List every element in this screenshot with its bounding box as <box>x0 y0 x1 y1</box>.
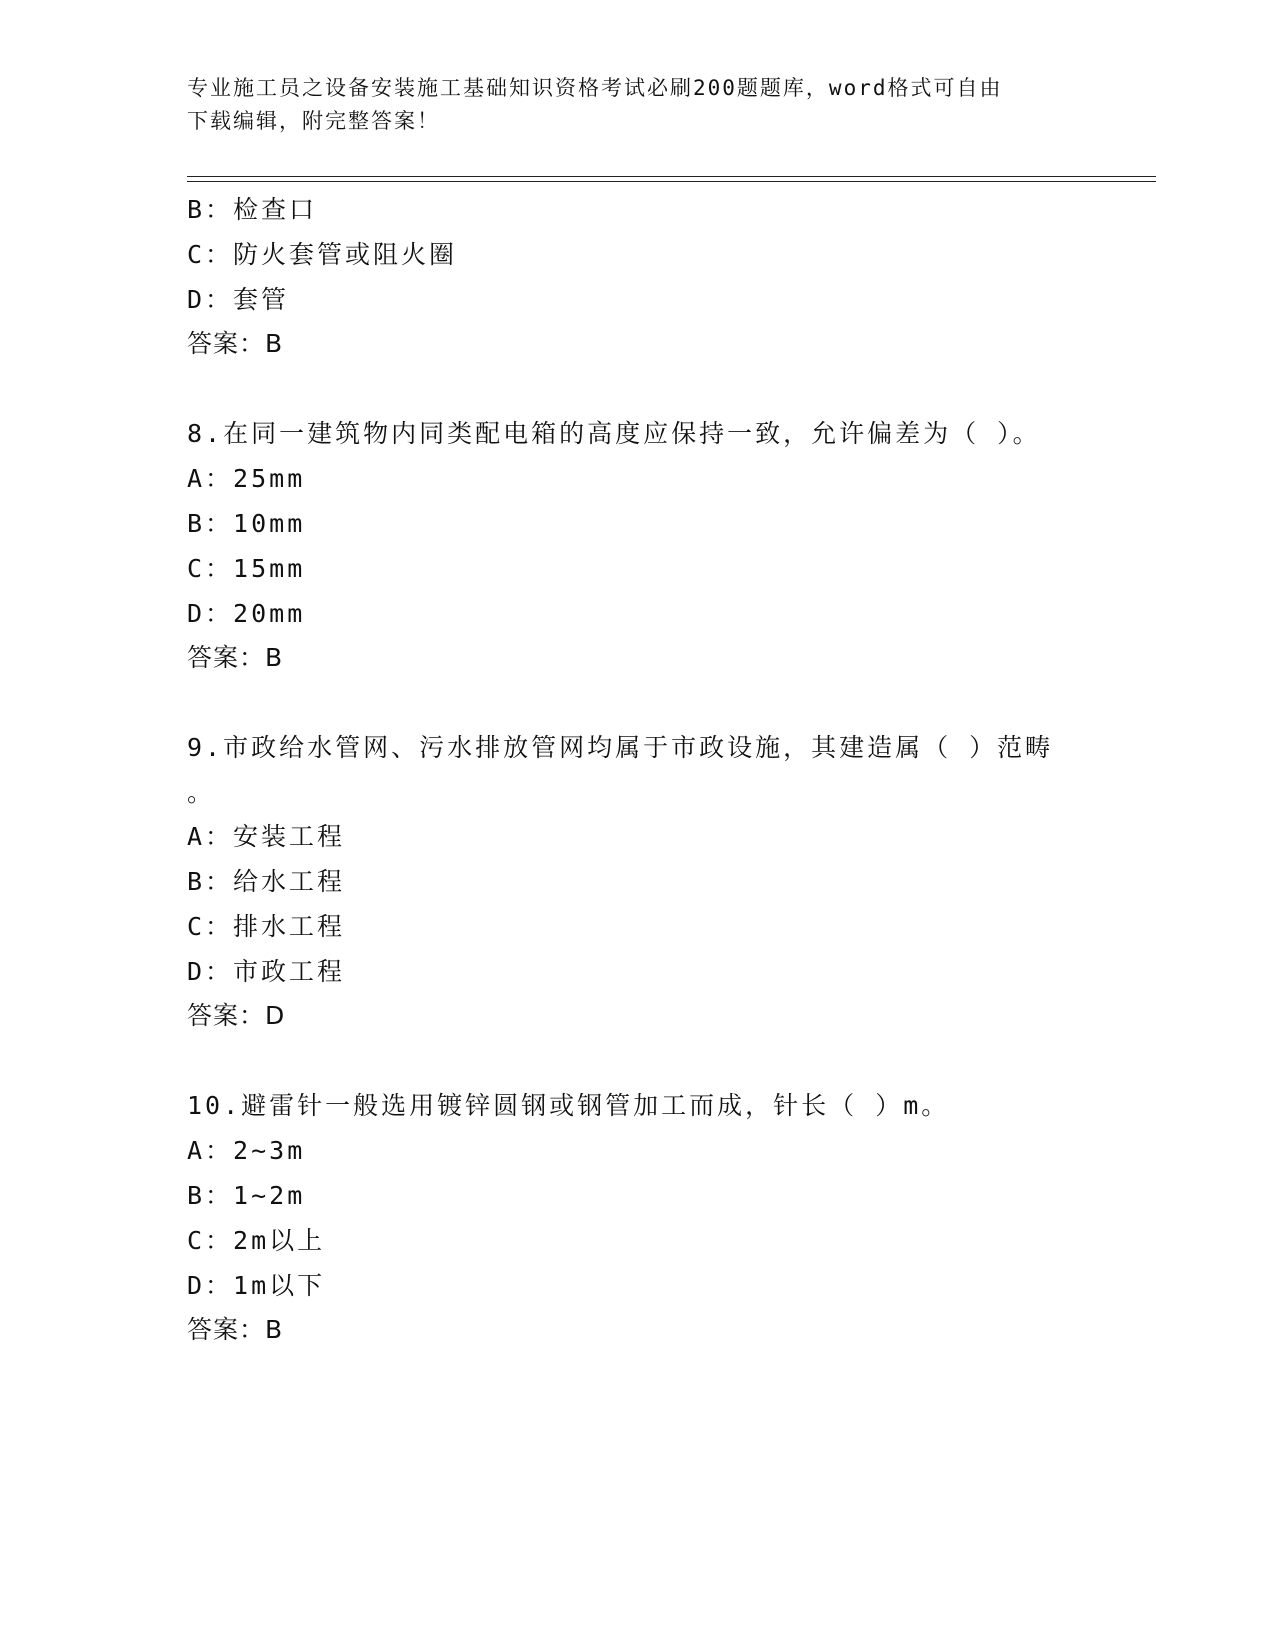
answer: 答案：B <box>187 1315 284 1344</box>
answer: 答案：D <box>187 1001 286 1030</box>
option-b: B：1~2m <box>187 1181 306 1210</box>
question-10-text: 10.避雷针一般选用镀锌圆钢或钢管加工而成，针长（ ）m。 <box>187 1091 950 1120</box>
document-header <box>187 72 1067 138</box>
option-c: C：防火套管或阻火圈 <box>187 240 458 269</box>
header-double-rule <box>187 176 1156 182</box>
option-d: D：20mm <box>187 599 306 628</box>
header-line-1: 专业施工员之设备安装施工基础知识资格考试必刷200题题库，word格式可自由 <box>187 76 1003 100</box>
option-d: D：1m以下 <box>187 1271 326 1300</box>
option-b: B：检查口 <box>187 195 318 224</box>
answer: 答案：B <box>187 643 284 672</box>
header-line-2: 下载编辑，附完整答案！ <box>187 109 440 133</box>
option-b: B：给水工程 <box>187 867 346 896</box>
option-d: D：套管 <box>187 285 290 314</box>
option-c: C：15mm <box>187 554 306 583</box>
question-9-text: 9.市政给水管网、污水排放管网均属于市政设施，其建造属（ ）范畴 <box>187 733 1054 762</box>
option-c: C：排水工程 <box>187 912 346 941</box>
option-a: A：2~3m <box>187 1136 306 1165</box>
option-b: B：10mm <box>187 509 306 538</box>
option-a: A：安装工程 <box>187 822 346 851</box>
answer: 答案：B <box>187 329 284 358</box>
option-a: A：25mm <box>187 464 306 493</box>
question-8-text: 8.在同一建筑物内同类配电箱的高度应保持一致，允许偏差为（ ）。 <box>187 419 1041 448</box>
question-9-text-continued: 。 <box>187 778 216 807</box>
option-c: C：2m以上 <box>187 1226 326 1255</box>
option-d: D：市政工程 <box>187 957 346 986</box>
